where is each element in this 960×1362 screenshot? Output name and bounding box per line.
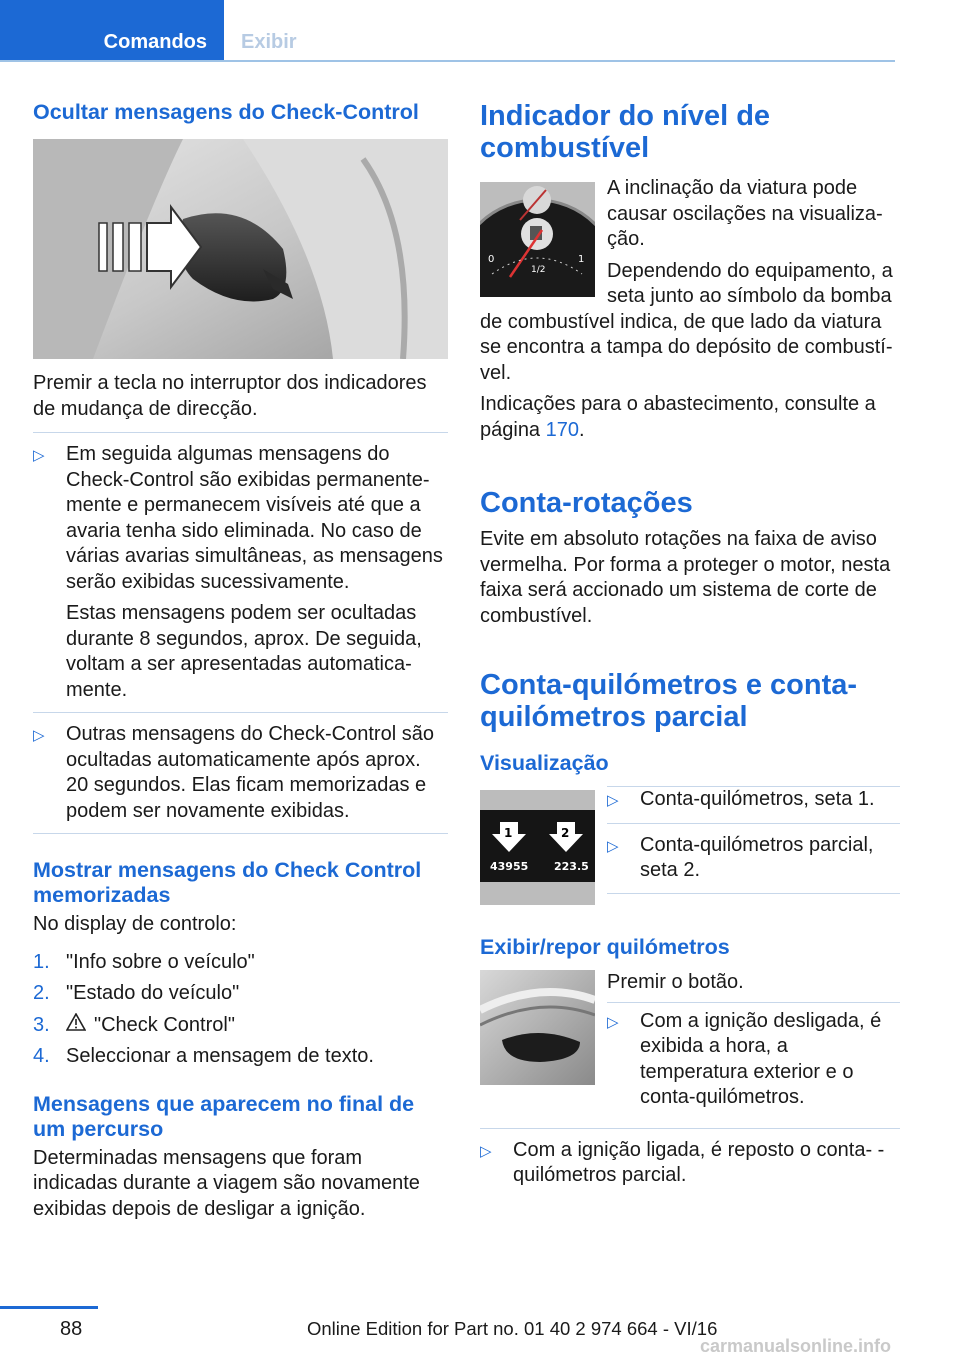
odometer-total-value: 43955 — [490, 860, 529, 873]
bullet-group-reset-1 — [607, 1002, 900, 1120]
bullet-group-reset-2 — [480, 1128, 900, 1198]
bullet-text: Em seguida algumas mensagens do Check-Control são exibidas permanentemente e permanecem visíveis até que a avaria tenha sido eliminada. No caso de várias avarias simultâneas, as mensagens serão exibidas sucessivamente. — [66, 443, 443, 593]
reset-button-image — [480, 970, 595, 1085]
bullet-group-2 — [33, 722, 448, 834]
header — [0, 0, 895, 62]
step-number: 2. — [33, 982, 50, 1004]
display-label: No display de controlo: — [33, 913, 237, 935]
warning-triangle-icon — [66, 1013, 94, 1039]
end-messages-text: Determinadas mensagens que foram indicadas durante a viagem são novamente exibidas depois de desligar a ignição. — [33, 1146, 420, 1220]
bullet-text: Com a ignição desligada, é exibida a hora, a temperatura exterior e o conta-quilómetros. — [640, 1009, 882, 1108]
bullet-group-odo-2 — [607, 833, 900, 894]
reset-press-text: Premir o botão. — [607, 971, 744, 993]
triangle-bullet-icon: ▷ — [33, 447, 45, 464]
header-rule — [0, 60, 895, 62]
odometer-display-image — [480, 790, 595, 905]
heading-fuel-gauge: Indicador do nível de combustível — [480, 100, 771, 164]
heading-odometer: Conta-quilómetros e conta-quilómetros parcial — [480, 669, 858, 733]
fuel-text-2: Dependendo do equipamento, a seta junto ao símbolo da bomba de combustível indica, de que lado da viatura se encontra a tampa do depósito de combustível. — [480, 259, 893, 384]
page-number: 88 — [60, 1318, 83, 1340]
step-text: "Estado do veículo" — [66, 982, 240, 1004]
list-item — [480, 1138, 900, 1189]
fuel-text-1: A inclinação da viatura pode causar oscilações na visualização. — [607, 177, 883, 250]
tab-comandos[interactable]: Comandos — [0, 0, 224, 62]
turn-signal-stalk-image — [33, 139, 448, 359]
fuel-ref-end: . — [579, 418, 585, 441]
watermark: carmanualsonline.info — [700, 1336, 892, 1356]
fuel-ref-text: Indicações para o abastecimento, consulte a página — [480, 393, 876, 441]
odometer-trip-value: 223.5 — [554, 860, 589, 873]
bullet-text: Outras mensagens do Check-Control são ocultadas automaticamente após aprox. 20 segundos. Elas ficam memorizadas e podem ser novamente exibidas. — [66, 723, 434, 822]
step-text: "Info sobre o veículo" — [66, 950, 255, 973]
bullet-text: Conta-quilómetros parcial, seta 2. — [640, 833, 874, 881]
list-item — [607, 1009, 900, 1111]
odometer-block — [480, 786, 900, 905]
heading-hide-messages: Ocultar mensagens do Check-Control — [33, 100, 419, 124]
steps-list — [33, 950, 448, 1070]
odometer-arrow-1-label: 1 — [504, 826, 513, 840]
footer-rule — [0, 1306, 98, 1309]
list-item — [607, 833, 900, 884]
bullet-group-1 — [33, 432, 448, 713]
press-instruction: Premir a tecla no interruptor dos indicadores de mudança de direcção. — [33, 372, 427, 420]
step-number: 4. — [33, 1045, 50, 1067]
reset-content — [607, 970, 900, 1120]
tachometer-text: Evite em absoluto rotações na faixa de aviso vermelha. Por forma a proteger o motor, nesta faixa será accionado um sistema de corte de combustível. — [480, 528, 891, 627]
list-item — [33, 950, 448, 976]
list-item — [33, 981, 448, 1007]
page-link-170[interactable]: 170 — [545, 418, 579, 441]
step-text: "Check Control" — [94, 1013, 235, 1036]
odometer-arrow-2-label: 2 — [561, 826, 570, 840]
triangle-bullet-icon: ▷ — [33, 727, 45, 744]
bullet-group-odo-1 — [607, 786, 900, 824]
step-number: 3. — [33, 1013, 50, 1036]
heading-show-messages: Mostrar mensagens do Check Control memorizadas — [33, 858, 422, 907]
fuel-text-3 — [480, 392, 900, 443]
fuel-gauge-image — [480, 182, 595, 297]
list-item — [33, 442, 448, 703]
list-item — [33, 1044, 448, 1070]
right-column — [480, 100, 900, 1207]
reset-block — [480, 970, 900, 1120]
odometer-bullets — [607, 786, 900, 905]
heading-reset: Exibir/repor quilómetros — [480, 935, 730, 959]
triangle-bullet-icon: ▷ — [480, 1142, 492, 1160]
bullet-text: Estas mensagens podem ser ocultadas durante 8 segundos, aprox. De seguida, voltam a ser apresentadas automaticamente. — [66, 602, 422, 701]
triangle-bullet-icon: ▷ — [607, 837, 619, 855]
list-item — [607, 787, 900, 814]
bullet-text: Conta-quilómetros, seta 1. — [640, 788, 875, 810]
edition-line: Online Edition for Part no. 01 40 2 974 664 - VI/16 — [307, 1318, 718, 1339]
heading-display: Visualização — [480, 751, 609, 775]
list-item — [33, 1013, 448, 1039]
triangle-bullet-icon: ▷ — [607, 792, 619, 809]
step-text: Seleccionar a mensagem de texto. — [66, 1045, 374, 1067]
step-number: 1. — [33, 950, 50, 973]
heading-tachometer: Conta-rotações — [480, 487, 693, 519]
heading-end-messages: Mensagens que aparecem no final de um percurso — [33, 1091, 415, 1141]
triangle-bullet-icon: ▷ — [607, 1013, 619, 1031]
gauge-empty-label: 0 — [488, 254, 495, 265]
tab-exibir[interactable]: Exibir — [241, 31, 297, 53]
list-item — [33, 722, 448, 824]
left-column — [33, 100, 448, 1228]
bullet-text: Com a ignição ligada, é reposto o conta- -quilómetros parcial. — [513, 1138, 885, 1186]
gauge-full-label: 1 — [578, 254, 585, 265]
gauge-half-label: 1/2 — [531, 265, 546, 275]
